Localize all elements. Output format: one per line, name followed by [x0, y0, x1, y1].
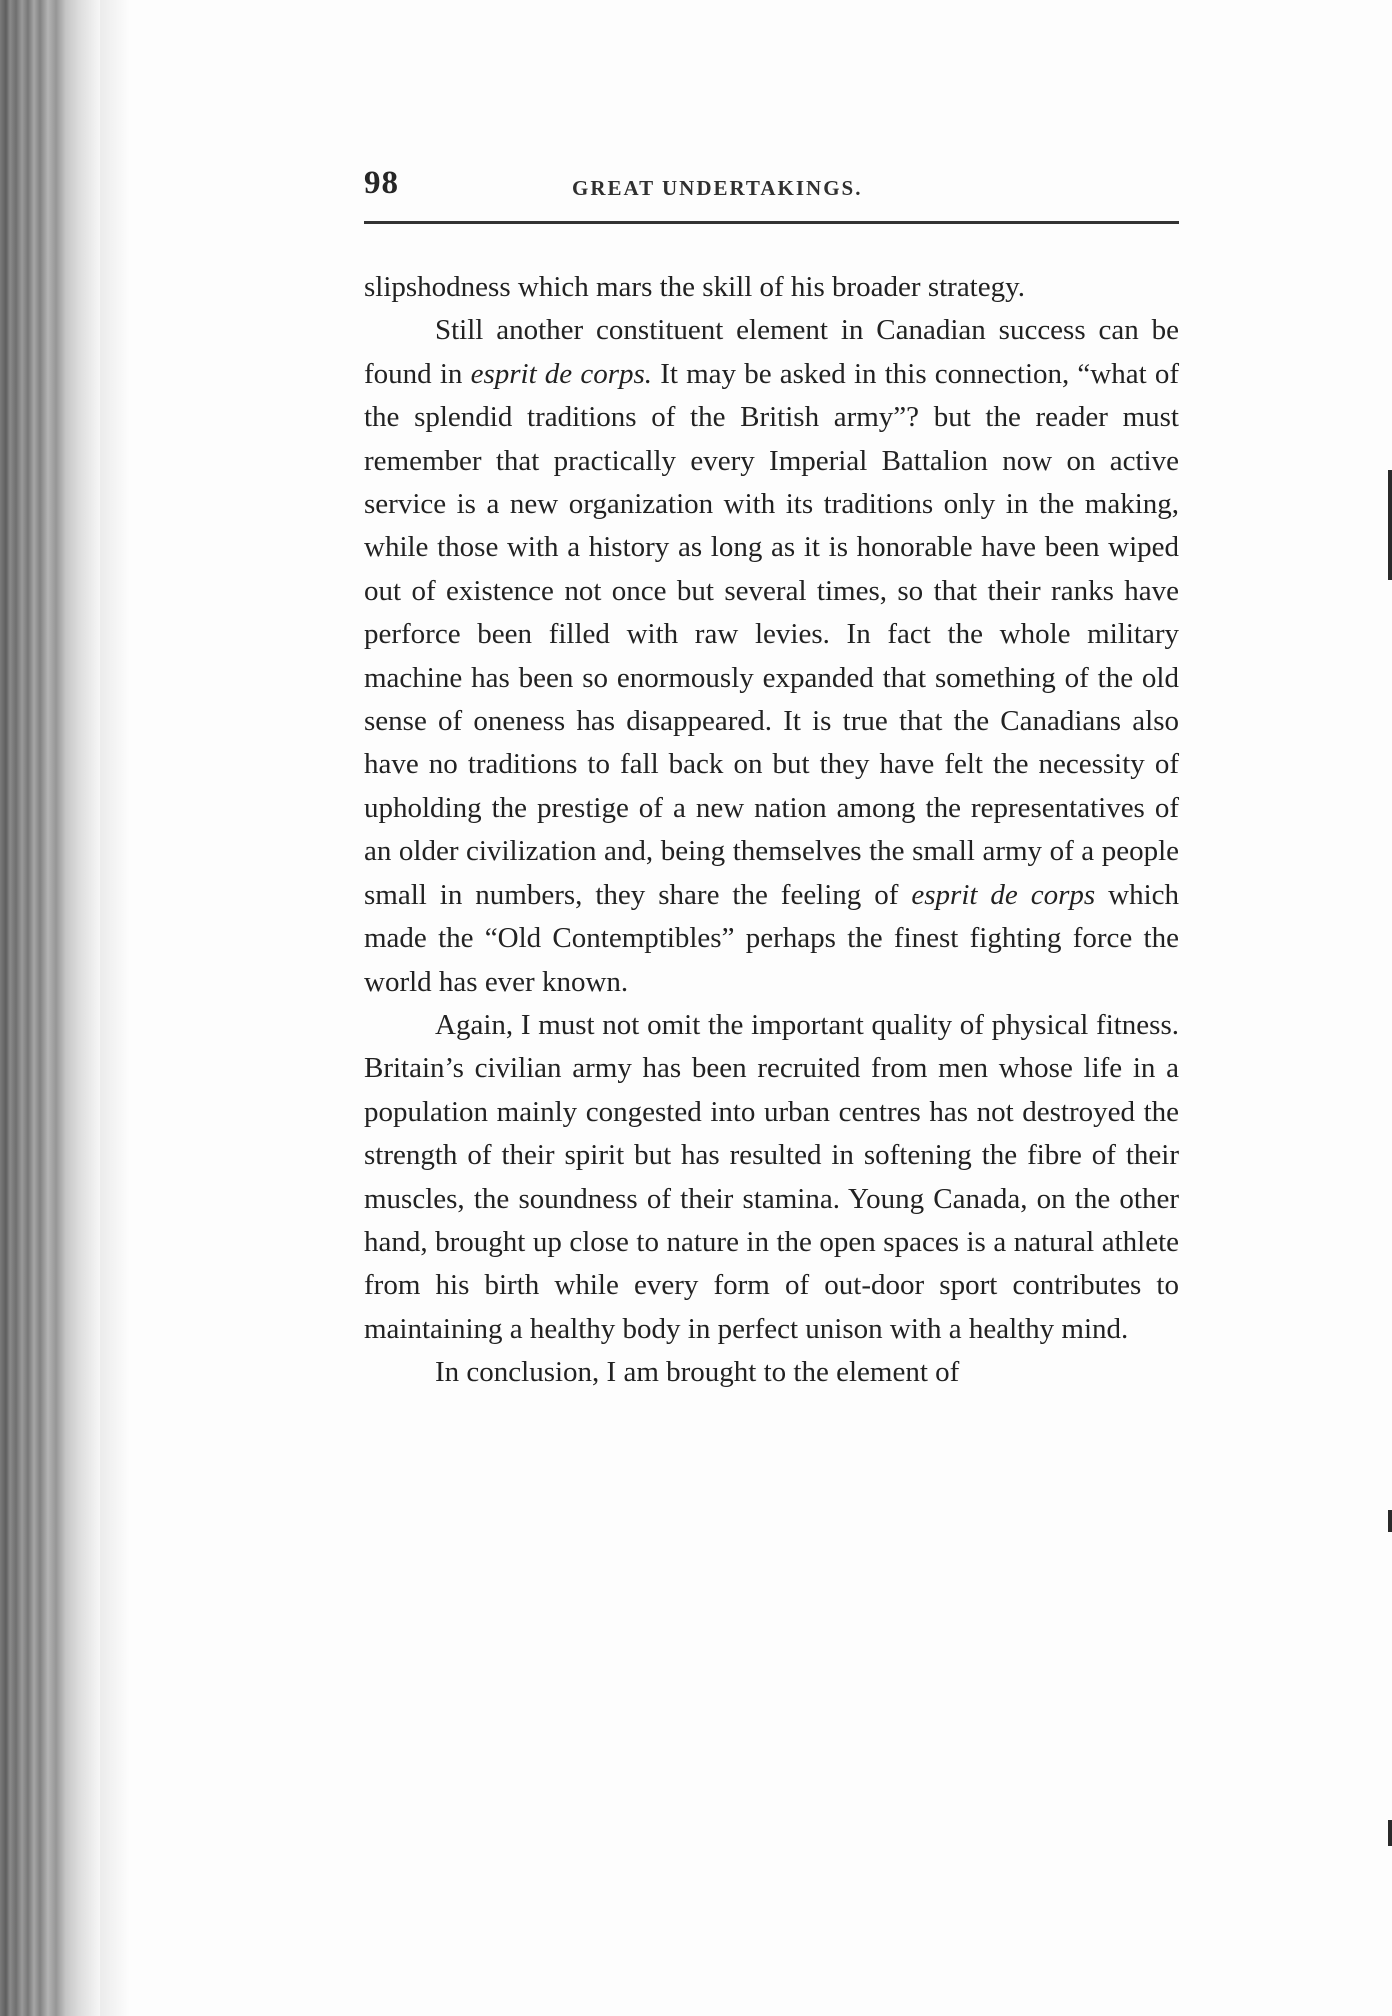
page-fold-shadow [100, 0, 130, 2016]
paragraph-text: Again, I must not omit the important quality of physical fitness. Britain’s civilian army has been recruited from men whose life in a population mainly congested into urban centres has not destroyed the strength of their spirit but has resulted in softening the fibre of their muscles, the soundness of their stamina. Young Canada, on the other hand, brought up close to nature in the open spaces is a natural athlete from his birth while every form of out-door sport contributes to maintaining a healthy body in perfect unison with a healthy mind. [364, 1008, 1179, 1345]
paragraph-text: slipshodness which mars the skill of his broader strategy. [364, 271, 1025, 303]
paragraph-text: It may be asked in this connection, “what of the splendid traditions of the British army”? but the reader must remember that practically every Imperial Battalion now on active service is a new organization with its traditions only in the making, while those with a history as long as it is honorable have been wiped out of existence not once but several times, so that their ranks have perforce been filled with raw levies. In fact the whole military machine has been so enormously expanded that something of the old sense of oneness has disappeared. It is true that the Canadians also have no traditions to fall back on but they have felt the necessity of upholding the prestige of a new nation among the representatives of an older civilization and, being themselves the small army of a people small in numbers, they share the feeling of [364, 357, 1180, 911]
book-binding-edge [0, 0, 100, 2016]
paragraph-text: Still another constituent element in Canadian success can be found in [364, 314, 1179, 390]
right-edge-mark [1388, 1820, 1392, 1846]
book-page [364, 165, 1179, 1395]
right-edge-mark [1388, 1510, 1392, 1532]
body-text [364, 266, 1179, 1395]
running-title: GREAT UNDERTAKINGS. [572, 176, 863, 200]
paragraph-physical-fitness [364, 1004, 1179, 1351]
page-number: 98 [364, 165, 399, 201]
paragraph-text: In conclusion, I am brought to the element of [435, 1356, 960, 1389]
header-rule [364, 221, 1179, 224]
paragraph-esprit-de-corps [364, 309, 1179, 1004]
running-head [364, 165, 1179, 211]
paragraph-text: which made the “Old Contemptibles” perhaps the finest fighting force the world has ever known. [364, 878, 1179, 998]
paragraph-conclusion [364, 1351, 1179, 1394]
right-edge-mark [1388, 470, 1392, 580]
paragraph-continuation [364, 266, 1179, 309]
italic-phrase: esprit de corps [911, 878, 1096, 911]
italic-phrase: esprit de corps. [470, 357, 653, 390]
